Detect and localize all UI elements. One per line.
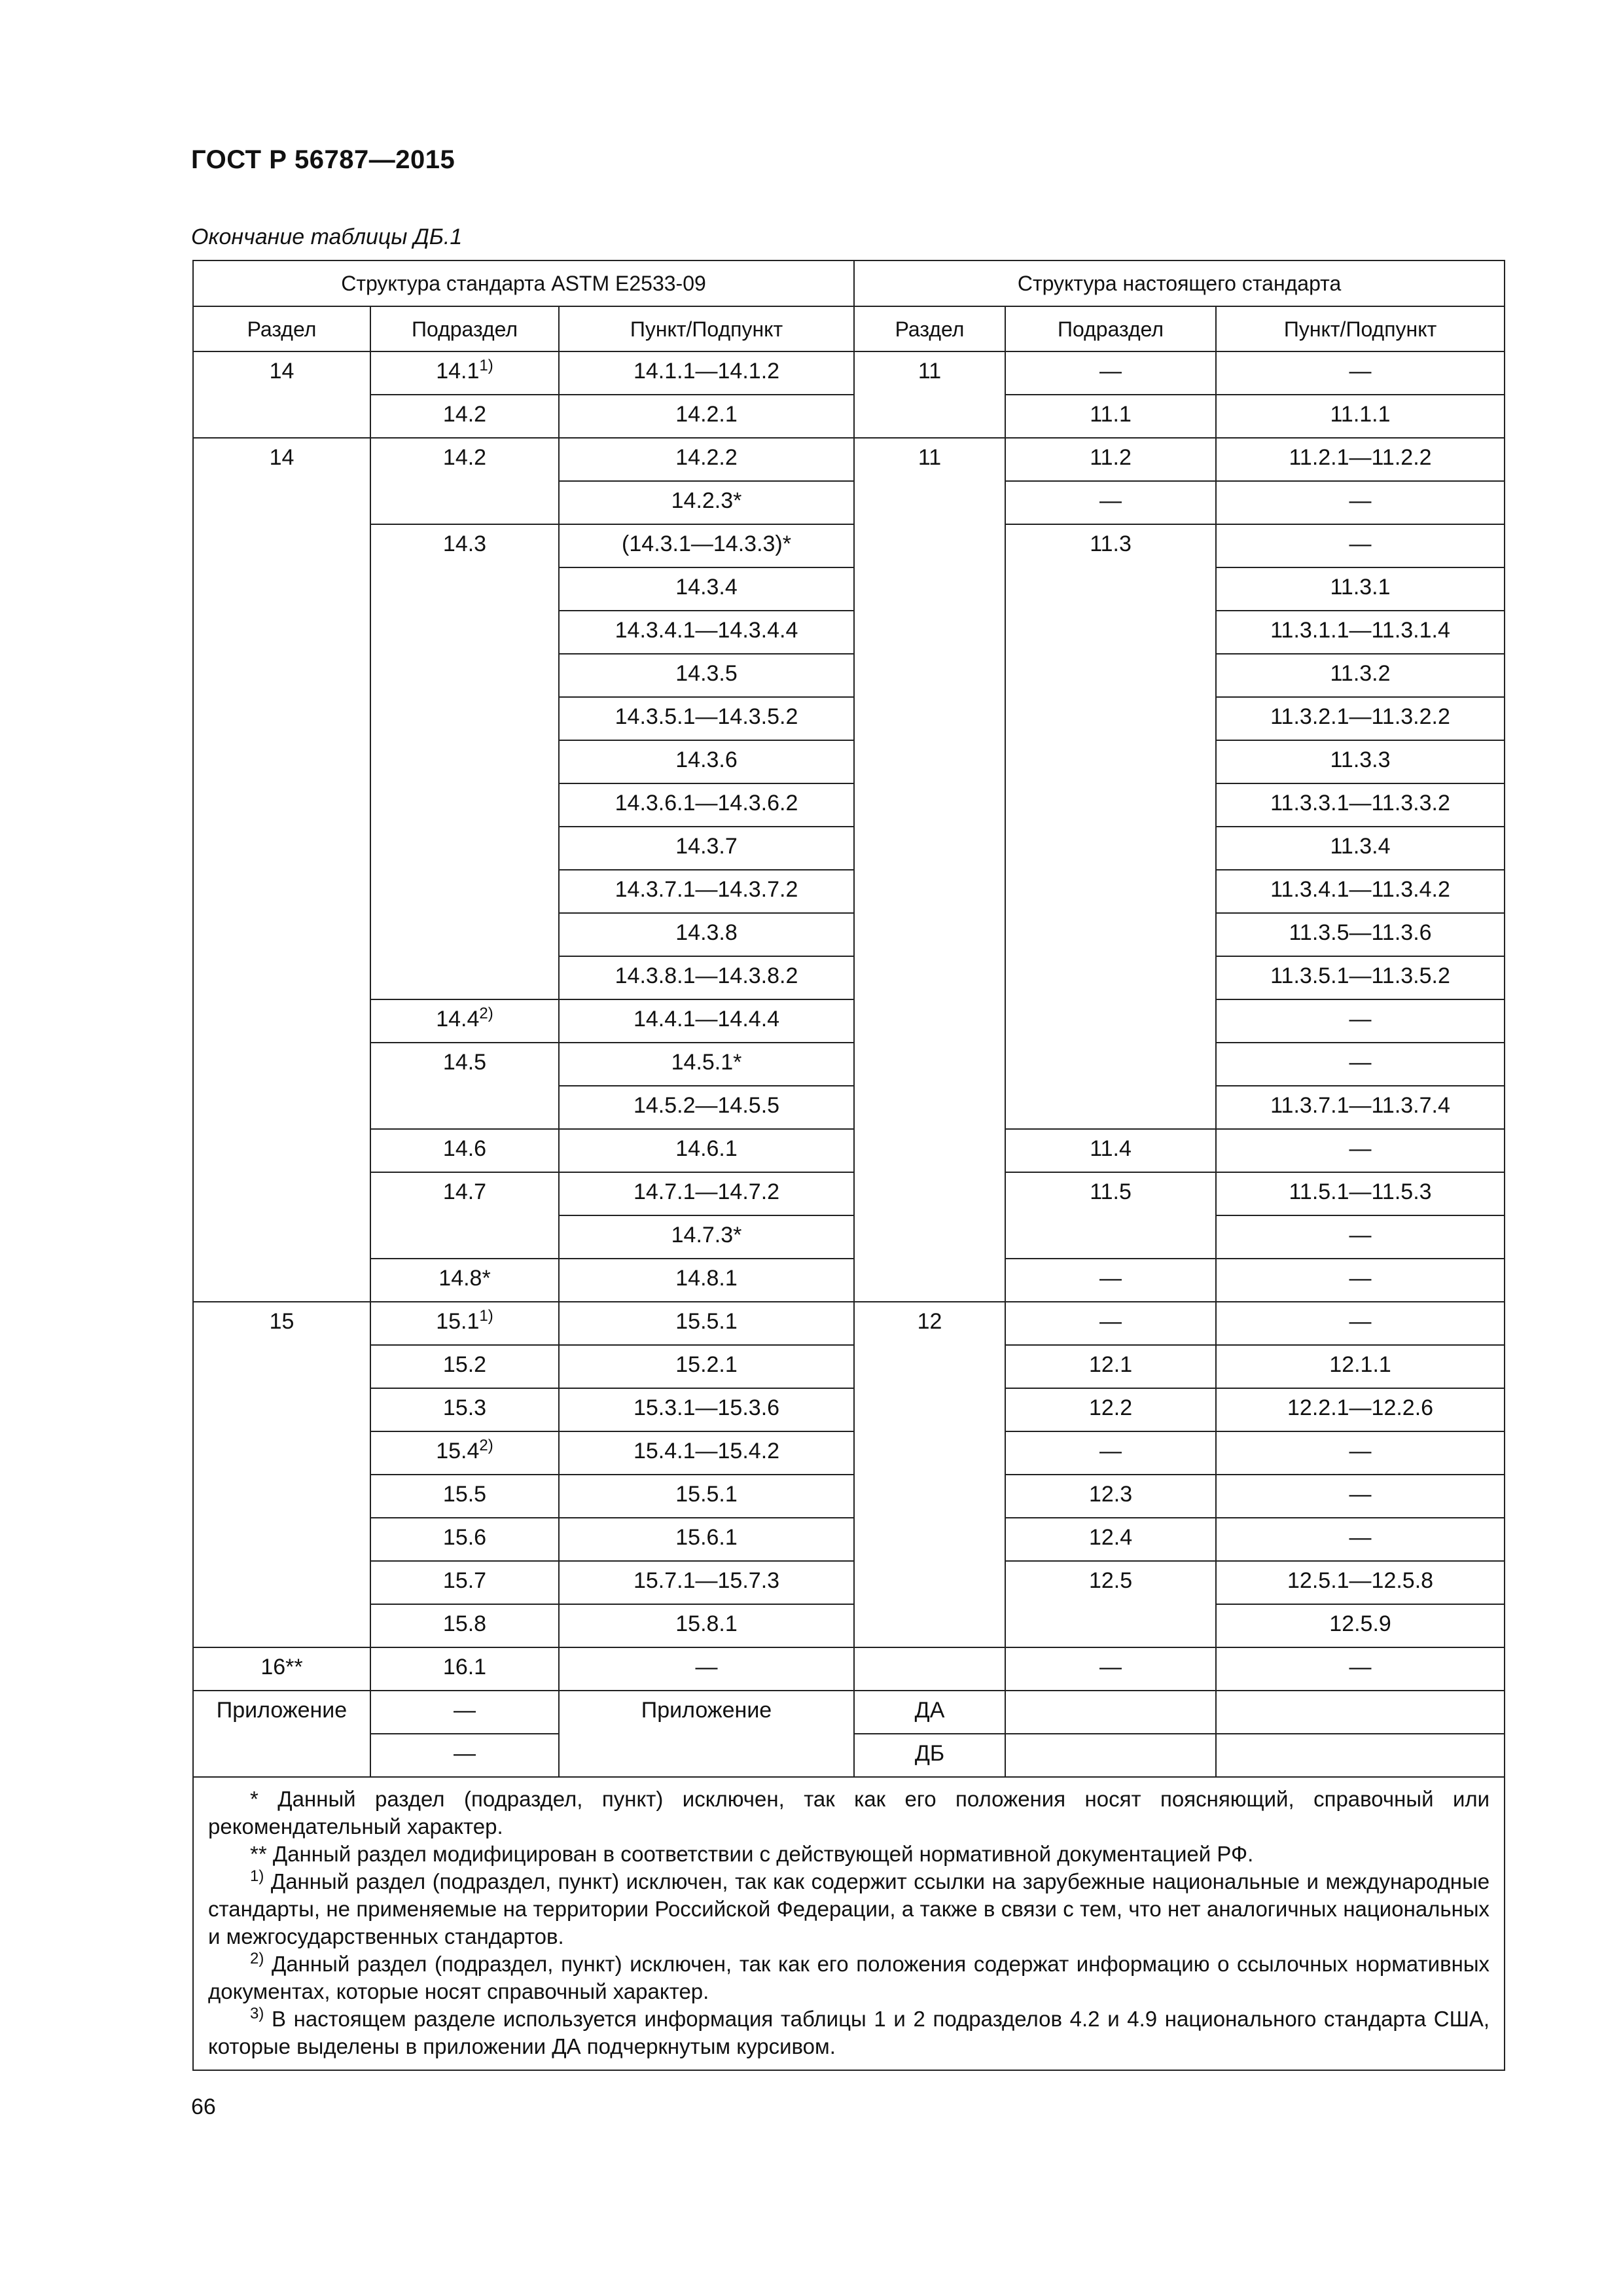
table-cell: 14.3.6.1—14.3.6.2 bbox=[559, 783, 854, 827]
table-row bbox=[193, 1604, 1505, 1647]
table-row bbox=[193, 1431, 1505, 1475]
table-cell: 14.3.4 bbox=[559, 567, 854, 611]
table-cell: (14.3.1—14.3.3)* bbox=[559, 524, 854, 567]
table-cell: 11.3.2.1—11.3.2.2 bbox=[1216, 697, 1505, 740]
document-code: ГОСТ Р 56787—2015 bbox=[191, 145, 455, 174]
table-cell: 14.4$^{2)}$ bbox=[370, 999, 559, 1043]
table-cell: 15.3 bbox=[370, 1388, 559, 1431]
table-cell: — bbox=[370, 1734, 559, 1777]
table-cell: Приложение bbox=[559, 1691, 854, 1777]
footnote: $^{3)}$ В настоящем разделе используется информация таблицы 1 и 2 подразделов 4.2 и 4.9 национального стандарта США, которые выделены в приложении ДА подчеркнутым курсивом. bbox=[208, 2005, 1490, 2058]
table-cell: — bbox=[559, 1647, 854, 1691]
table-cell: 11.2 bbox=[1005, 438, 1216, 481]
table-cell: — bbox=[1005, 1431, 1216, 1475]
table-cell: 14.3.4.1—14.3.4.4 bbox=[559, 611, 854, 654]
table-cell: 15.5.1 bbox=[559, 1475, 854, 1518]
footnote: ** Данный раздел модифицирован в соответствии с действующей нормативной документацией РФ. bbox=[250, 1842, 1254, 1866]
col-header-section: Раздел bbox=[193, 306, 370, 351]
table-row bbox=[193, 1691, 1505, 1734]
table-row bbox=[193, 1259, 1505, 1302]
table-cell: 14 bbox=[193, 351, 370, 438]
table-cell: 16.1 bbox=[370, 1647, 559, 1691]
table-cell: 14.6.1 bbox=[559, 1129, 854, 1172]
table-cell: — bbox=[1216, 999, 1505, 1043]
table-cell: — bbox=[370, 1691, 559, 1734]
table-cell: 14.3.5.1—14.3.5.2 bbox=[559, 697, 854, 740]
table-cell: — bbox=[1216, 481, 1505, 524]
table-cell: 14.2 bbox=[370, 395, 559, 438]
table-cell: 12 bbox=[854, 1302, 1005, 1647]
table-cell: 15 bbox=[193, 1302, 370, 1647]
table-cell: — bbox=[1005, 1259, 1216, 1302]
table-cell: — bbox=[1216, 1302, 1505, 1345]
table-row bbox=[193, 1172, 1505, 1215]
table-cell: 15.3.1—15.3.6 bbox=[559, 1388, 854, 1431]
table-cell: — bbox=[1216, 1431, 1505, 1475]
table-cell: — bbox=[1005, 1647, 1216, 1691]
table-cell: 15.6.1 bbox=[559, 1518, 854, 1561]
table-cell: 11.3.5.1—11.3.5.2 bbox=[1216, 956, 1505, 999]
table-cell: Приложение bbox=[193, 1691, 370, 1777]
table-cell: 15.6 bbox=[370, 1518, 559, 1561]
table-row bbox=[193, 438, 1505, 481]
table-cell: 14.2.2 bbox=[559, 438, 854, 481]
table-cell: 15.8.1 bbox=[559, 1604, 854, 1647]
table-cell: 12.3 bbox=[1005, 1475, 1216, 1518]
table-cell: 15.8 bbox=[370, 1604, 559, 1647]
table-cell bbox=[854, 1647, 1005, 1691]
col-header-subsection: Подраздел bbox=[1005, 306, 1216, 351]
table-cell: 11.3.1.1—11.3.1.4 bbox=[1216, 611, 1505, 654]
table-cell: — bbox=[1005, 351, 1216, 395]
table-cell: 11 bbox=[854, 438, 1005, 1302]
table-row bbox=[193, 1302, 1505, 1345]
table-cell: 14.8.1 bbox=[559, 1259, 854, 1302]
table-cell: 12.2.1—12.2.6 bbox=[1216, 1388, 1505, 1431]
table-cell: 12.1 bbox=[1005, 1345, 1216, 1388]
table-cell: 16** bbox=[193, 1647, 370, 1691]
table-row bbox=[193, 1345, 1505, 1388]
table-cell: 14.3.7.1—14.3.7.2 bbox=[559, 870, 854, 913]
col-header-subsection: Подраздел bbox=[370, 306, 559, 351]
group-header-astm: Структура стандарта ASTM E2533-09 bbox=[193, 260, 854, 306]
table-cell: 15.2 bbox=[370, 1345, 559, 1388]
col-header-section: Раздел bbox=[854, 306, 1005, 351]
table-cell: 15.1$^{1)}$ bbox=[370, 1302, 559, 1345]
table-cell: 14.7.3* bbox=[559, 1215, 854, 1259]
table-cell: 11.1.1 bbox=[1216, 395, 1505, 438]
table-cell: ДА bbox=[854, 1691, 1005, 1734]
table-row bbox=[193, 1518, 1505, 1561]
table-row bbox=[193, 351, 1505, 395]
table-cell: 11.4 bbox=[1005, 1129, 1216, 1172]
table-row bbox=[193, 1129, 1505, 1172]
table-cell: 12.2 bbox=[1005, 1388, 1216, 1431]
table-cell: 15.7.1—15.7.3 bbox=[559, 1561, 854, 1604]
table-cell: 15.7 bbox=[370, 1561, 559, 1604]
table-cell: — bbox=[1216, 1129, 1505, 1172]
table-row bbox=[193, 1388, 1505, 1431]
table-cell: — bbox=[1005, 481, 1216, 524]
table-cell: — bbox=[1216, 1043, 1505, 1086]
table-cell bbox=[1216, 1734, 1505, 1777]
table-cell: — bbox=[1216, 1215, 1505, 1259]
table-cell: 11.3.3.1—11.3.3.2 bbox=[1216, 783, 1505, 827]
table-cell: 11.5 bbox=[1005, 1172, 1216, 1259]
table-cell: 14.7 bbox=[370, 1172, 559, 1259]
table-cell: 15.2.1 bbox=[559, 1345, 854, 1388]
table-row bbox=[193, 524, 1505, 567]
table-cell: 14 bbox=[193, 438, 370, 1302]
table-cell: 11.3.4 bbox=[1216, 827, 1505, 870]
table-cell: 14.3 bbox=[370, 524, 559, 999]
table-cell: 14.6 bbox=[370, 1129, 559, 1172]
table-cell: 11.3.5—11.3.6 bbox=[1216, 913, 1505, 956]
table-cell: 11.3.4.1—11.3.4.2 bbox=[1216, 870, 1505, 913]
table-cell: 11.3.1 bbox=[1216, 567, 1505, 611]
table-cell: 14.5.2—14.5.5 bbox=[559, 1086, 854, 1129]
column-header-row bbox=[193, 306, 1505, 351]
footnotes-row bbox=[193, 1777, 1505, 2070]
table-cell: — bbox=[1216, 524, 1505, 567]
table-cell: 15.5.1 bbox=[559, 1302, 854, 1345]
table-cell: — bbox=[1216, 1259, 1505, 1302]
footnote: $^{1)}$ Данный раздел (подраздел, пункт) исключен, так как содержит ссылки на зарубежные национальные и международные стандарты, не применяемые на территории Российской Федерации, а также в связи с тем, что нет аналогичных национальных и межгосударственных стандартов. bbox=[208, 1867, 1490, 1948]
table-cell: 11.3.3 bbox=[1216, 740, 1505, 783]
table-row bbox=[193, 999, 1505, 1043]
table-cell: 11.3 bbox=[1005, 524, 1216, 1129]
table-cell: 11 bbox=[854, 351, 1005, 438]
table-cell: 14.1.1—14.1.2 bbox=[559, 351, 854, 395]
table-cell: 14.2.3* bbox=[559, 481, 854, 524]
table-cell: — bbox=[1216, 1518, 1505, 1561]
table-cell bbox=[1005, 1691, 1216, 1734]
table-cell: 15.5 bbox=[370, 1475, 559, 1518]
table-cell: 14.3.7 bbox=[559, 827, 854, 870]
table-cell: 14.3.6 bbox=[559, 740, 854, 783]
table-cell: 12.5 bbox=[1005, 1561, 1216, 1647]
table-cell: — bbox=[1005, 1302, 1216, 1345]
table-cell: ДБ bbox=[854, 1734, 1005, 1777]
table-cell: 14.2.1 bbox=[559, 395, 854, 438]
table-cell: 14.8* bbox=[370, 1259, 559, 1302]
table-cell: — bbox=[1216, 1475, 1505, 1518]
table-cell: 14.5.1* bbox=[559, 1043, 854, 1086]
table-caption: Окончание таблицы ДБ.1 bbox=[191, 224, 463, 249]
footnote: $^{2)}$ Данный раздел (подраздел, пункт) исключен, так как его положения содержат информацию о ссылочных нормативных документах, которые носят справочный характер. bbox=[208, 1950, 1490, 2003]
table-row bbox=[193, 1043, 1505, 1086]
group-header-national: Структура настоящего стандарта bbox=[854, 260, 1505, 306]
footnote: * Данный раздел (подраздел, пункт) исключен, так как его положения носят поясняющий, справочный или рекомендательный характер. bbox=[208, 1787, 1490, 1839]
table-row bbox=[193, 1561, 1505, 1604]
table-cell: 14.3.8 bbox=[559, 913, 854, 956]
table-cell: 11.3.7.1—11.3.7.4 bbox=[1216, 1086, 1505, 1129]
table-row bbox=[193, 1647, 1505, 1691]
table-cell: 15.4.1—15.4.2 bbox=[559, 1431, 854, 1475]
table-cell: 12.5.9 bbox=[1216, 1604, 1505, 1647]
col-header-clause: Пункт/Подпункт bbox=[559, 306, 854, 351]
table-cell: 14.7.1—14.7.2 bbox=[559, 1172, 854, 1215]
table-cell bbox=[1216, 1691, 1505, 1734]
table-cell: 14.4.1—14.4.4 bbox=[559, 999, 854, 1043]
col-header-clause: Пункт/Подпункт bbox=[1216, 306, 1505, 351]
table-cell: 14.5 bbox=[370, 1043, 559, 1129]
table-cell: 11.5.1—11.5.3 bbox=[1216, 1172, 1505, 1215]
table-cell: 12.4 bbox=[1005, 1518, 1216, 1561]
table-cell: 11.3.2 bbox=[1216, 654, 1505, 697]
table-cell: 15.4$^{2)}$ bbox=[370, 1431, 559, 1475]
table-row bbox=[193, 1475, 1505, 1518]
table-cell: — bbox=[1216, 1647, 1505, 1691]
group-header-row bbox=[193, 260, 1505, 306]
table-cell: 14.3.5 bbox=[559, 654, 854, 697]
table-cell: — bbox=[1216, 351, 1505, 395]
table-cell: 11.2.1—11.2.2 bbox=[1216, 438, 1505, 481]
footnotes bbox=[193, 1777, 1505, 2070]
page-number: 66 bbox=[191, 2094, 216, 2119]
table-cell: 12.1.1 bbox=[1216, 1345, 1505, 1388]
correspondence-table bbox=[192, 260, 1505, 2071]
table-row bbox=[193, 395, 1505, 438]
table-cell: 12.5.1—12.5.8 bbox=[1216, 1561, 1505, 1604]
table-cell: 14.2 bbox=[370, 438, 559, 524]
table-cell: 14.1$^{1)}$ bbox=[370, 351, 559, 395]
table-cell: 11.1 bbox=[1005, 395, 1216, 438]
table-cell bbox=[1005, 1734, 1216, 1777]
table-cell: 14.3.8.1—14.3.8.2 bbox=[559, 956, 854, 999]
